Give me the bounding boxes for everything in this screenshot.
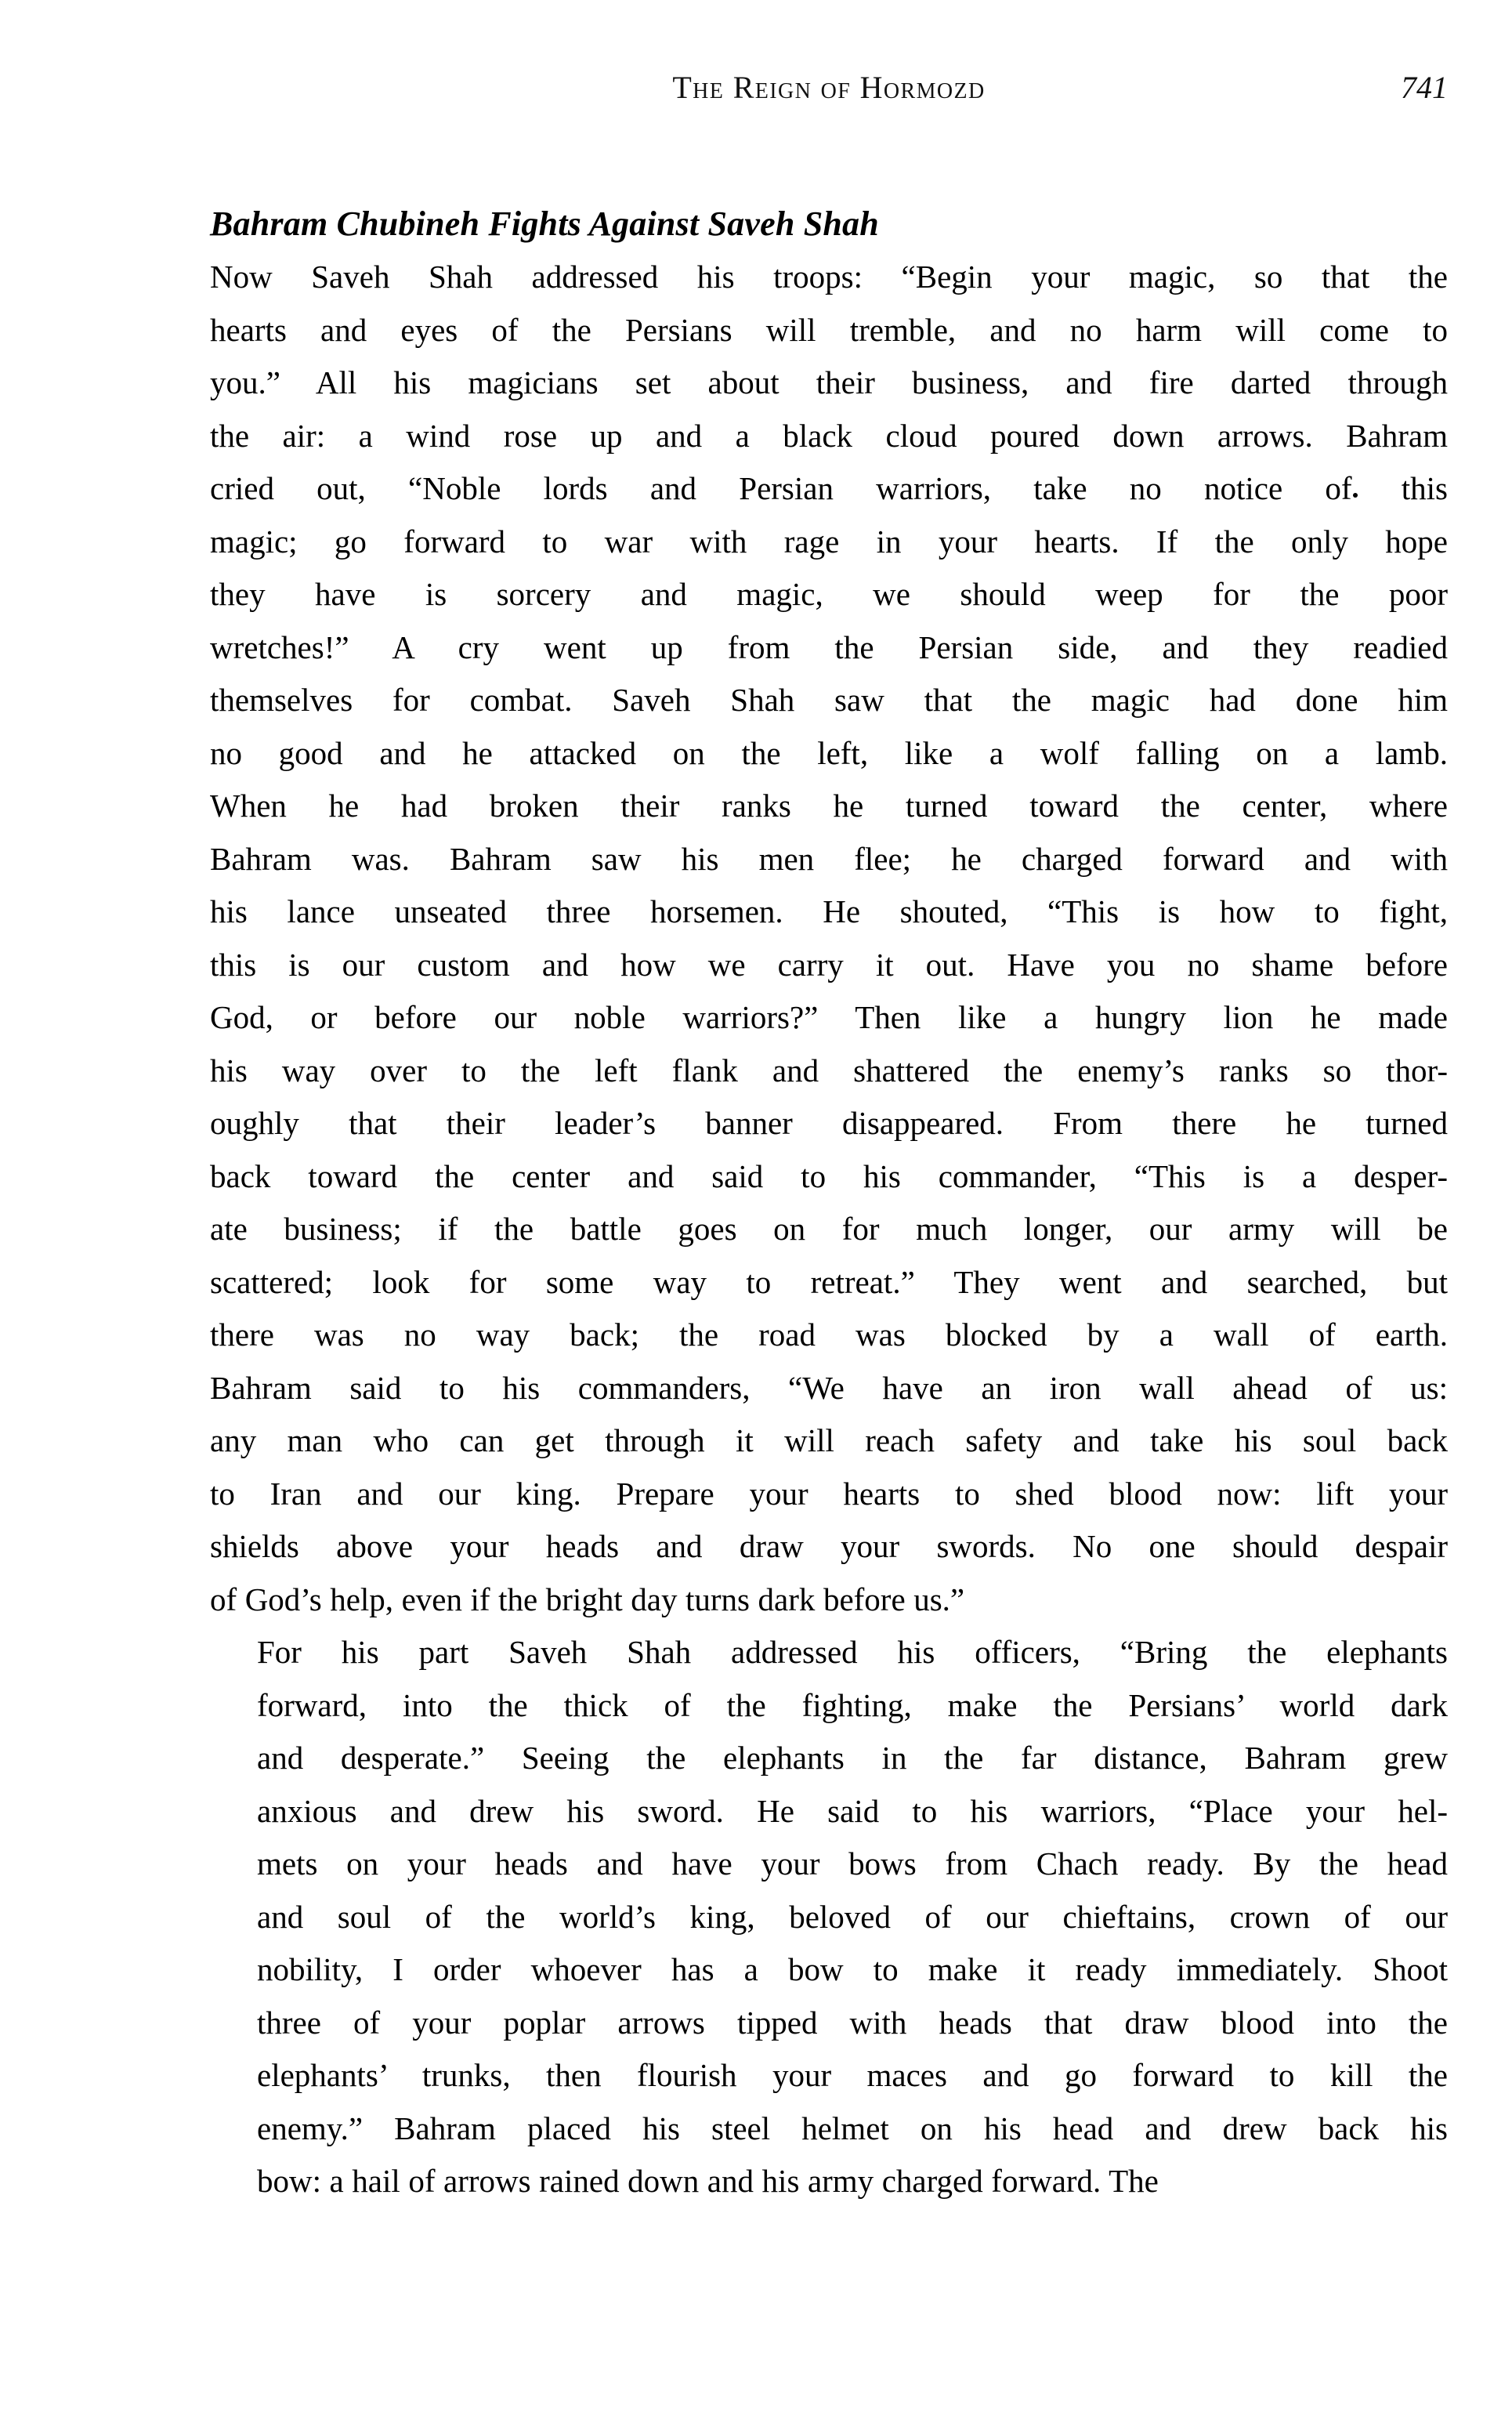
text-line: wretches!” A cry went up from the Persian side, and they readied [210,628,1448,665]
running-head [210,72,1448,116]
scan-speck-artifact [1353,493,1358,498]
text-line: they have is sorcery and magic, we should weep for the poor [210,576,1448,612]
text-block [210,202,1448,2208]
running-head-title: The Reign of Hormozd [672,70,986,105]
text-line: there was no way back; the road was blocked by a wall of earth. [210,1317,1448,1353]
text-line: of God’s help, even if the bright day turns dark before us.” [210,1581,965,1617]
section-heading: Bahram Chubineh Fights Against Saveh Shah [210,205,879,243]
text-line: shields above your heads and draw your swords. No one should despair [210,1528,1448,1564]
text-line: For his part Saveh Shah addressed his officers, “Bring the elephants [257,1634,1448,1670]
text-line: enemy.” Bahram placed his steel helmet on his head and drew back his [257,2110,1448,2146]
text-line: his way over to the left flank and shattered the enemy’s ranks so thor- [210,1052,1448,1088]
text-line: Bahram said to his commanders, “We have an iron wall ahead of us: [210,1369,1448,1406]
text-line: to Iran and our king. Prepare your hearts to shed blood now: lift your [210,1475,1448,1512]
text-line: scattered; look for some way to retreat.” They went and searched, but [210,1263,1448,1300]
text-line: When he had broken their ranks he turned toward the center, where [210,788,1448,824]
text-line: bow: a hail of arrows rained down and his army charged forward. The [257,2163,1159,2199]
text-line: Bahram was. Bahram saw his men flee; he charged forward and with [210,840,1448,877]
text-line: nobility, I order whoever has a bow to make it ready immediately. Shoot [257,1951,1448,1987]
text-line: Now Saveh Shah addressed his troops: “Begin your magic, so that the [210,259,1448,295]
text-line: hearts and eyes of the Persians will tremble, and no harm will come to [210,311,1448,348]
text-line: his lance unseated three horsemen. He shouted, “This is how to fight, [210,893,1448,929]
text-line: three of your poplar arrows tipped with heads that draw blood into the [257,2004,1448,2041]
text-line: the air: a wind rose up and a black cloud poured down arrows. Bahram [210,417,1448,454]
text-line: and soul of the world’s king, beloved of our chieftains, crown of our [257,1898,1448,1935]
text-line: no good and he attacked on the left, like a wolf falling on a lamb. [210,734,1448,771]
text-line: any man who can get through it will reach safety and take his soul back [210,1422,1448,1458]
text-line: you.” All his magicians set about their business, and fire darted through [210,364,1448,400]
text-line: mets on your heads and have your bows from Chach ready. By the head [257,1845,1448,1882]
text-line: this is our custom and how we carry it out. Have you no shame before [210,946,1448,983]
text-line: oughly that their leader’s banner disappeared. From there he turned [210,1105,1448,1141]
text-line: ate business; if the battle goes on for much longer, our army will be [210,1211,1448,1247]
page-number: 741 [1401,70,1448,105]
text-line: magic; go forward to war with rage in your hearts. If the only hope [210,523,1448,560]
text-line: elephants’ trunks, then flourish your maces and go forward to kill the [257,2057,1448,2093]
body-paragraph [210,1626,1448,2208]
text-line: forward, into the thick of the fighting, make the Persians’ world dark [257,1686,1448,1723]
text-line: God, or before our noble warriors?” Then like a hungry lion he made [210,999,1448,1035]
text-line: anxious and drew his sword. He said to his warriors, “Place your hel- [257,1792,1448,1829]
body-paragraph [210,251,1448,1626]
text-line: cried out, “Noble lords and Persian warriors, take no notice of this [210,470,1448,506]
text-line: and desperate.” Seeing the elephants in the far distance, Bahram grew [257,1740,1448,1776]
text-line: themselves for combat. Saveh Shah saw that the magic had done him [210,682,1448,718]
text-line: back toward the center and said to his commander, “This is a desper- [210,1157,1448,1194]
